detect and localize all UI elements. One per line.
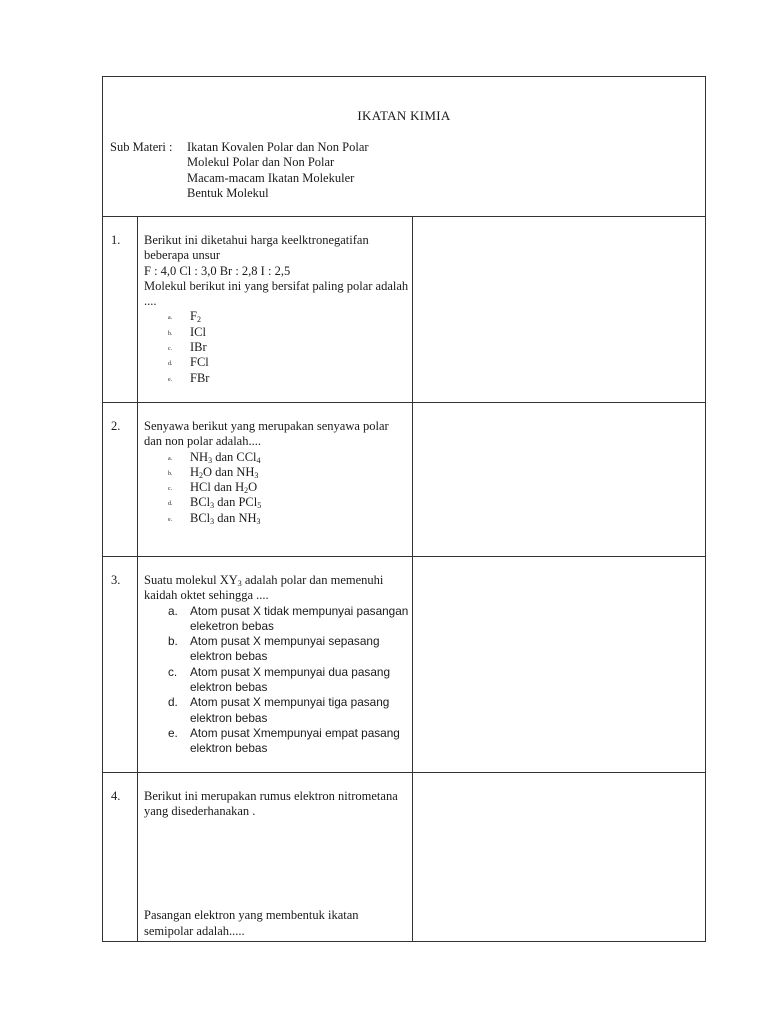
question-number: 2.	[111, 419, 121, 433]
answer-cell	[413, 217, 705, 402]
option-e: e. FBr	[168, 370, 210, 385]
option-d: d. BCl$_3$ dan PCl$_5$	[168, 495, 262, 511]
option-b: b. ICl	[168, 324, 206, 339]
answer-options	[144, 450, 409, 526]
question-cell	[138, 217, 413, 402]
question-number: 3.	[111, 573, 121, 587]
question-cell	[138, 773, 413, 941]
sub-materi-item: Macam-macam Ikatan Molekuler	[187, 170, 355, 185]
option-e: e. BCl$_3$ dan $NH_3$	[168, 510, 261, 526]
worksheet-table	[102, 76, 706, 942]
question-stem: Berikut ini diketahui harga keelktronegatifan beberapa unsur	[144, 233, 369, 263]
page-title: IKATAN KIMIA	[357, 108, 451, 123]
question-stem: Suatu molekul $XY_3$ adalah polar dan memenuhi kaidah oktet sehingga ....	[144, 573, 384, 603]
option-e: e. Atom pusat Xmempunyai empat pasang elektron bebas	[168, 725, 400, 756]
question-cell	[138, 403, 413, 556]
answer-cell	[413, 557, 705, 772]
option-b: b. Atom pusat X mempunyai sepasang elektron bebas	[168, 634, 380, 664]
question-row-2	[103, 403, 705, 557]
header-section	[103, 77, 705, 217]
question-prompt: Molekul berikut ini yang bersifat paling polar adalah ....	[144, 278, 409, 309]
option-a: a. $NH_3$ dan CCl$_4$	[168, 449, 261, 465]
option-a: a. $F_2$	[168, 309, 201, 325]
sub-materi-item: Ikatan Kovalen Polar dan Non Polar	[187, 140, 369, 154]
sub-materi-label: Sub Materi :	[110, 140, 173, 154]
answer-options	[144, 309, 409, 385]
sub-materi-list	[187, 140, 369, 201]
option-a: a. Atom pusat X tidak mempunyai pasangan eleketron bebas	[168, 603, 409, 633]
question-row-1	[103, 217, 705, 403]
question-stem: Berikut ini merupakan rumus elektron nitrometana yang disederhanakan .	[144, 789, 398, 819]
option-b: b. $H_2O$ dan $NH_3$	[168, 464, 259, 480]
answer-cell	[413, 773, 705, 941]
sub-materi-item: Bentuk Molekul	[187, 185, 269, 200]
option-c: c. IBr	[168, 340, 207, 355]
answer-cell	[413, 403, 705, 556]
question-number: 1.	[111, 233, 121, 247]
electronegativity-values: F : 4,0 Cl : 3,0 Br : 2,8 I : 2,5	[144, 263, 291, 278]
option-d: d. Atom pusat X mempunyai tiga pasang elektron bebas	[168, 695, 390, 725]
question-number: 4.	[111, 789, 121, 803]
answer-options	[144, 604, 409, 757]
sub-materi-item: Molekul Polar dan Non Polar	[187, 155, 335, 170]
question-row-4	[103, 773, 705, 941]
option-c: c. Atom pusat X mempunyai dua pasang elektron bebas	[168, 664, 391, 695]
question-stem: Senyawa berikut yang merupakan senyawa polar dan non polar adalah....	[144, 419, 389, 449]
question-row-3	[103, 557, 705, 773]
option-d: d. FCl	[168, 355, 209, 370]
option-c: c. HCl dan $H_2O$	[168, 480, 258, 496]
question-prompt: Pasangan elektron yang membentuk ikatan semipolar adalah.....	[144, 908, 359, 938]
question-cell	[138, 557, 413, 772]
